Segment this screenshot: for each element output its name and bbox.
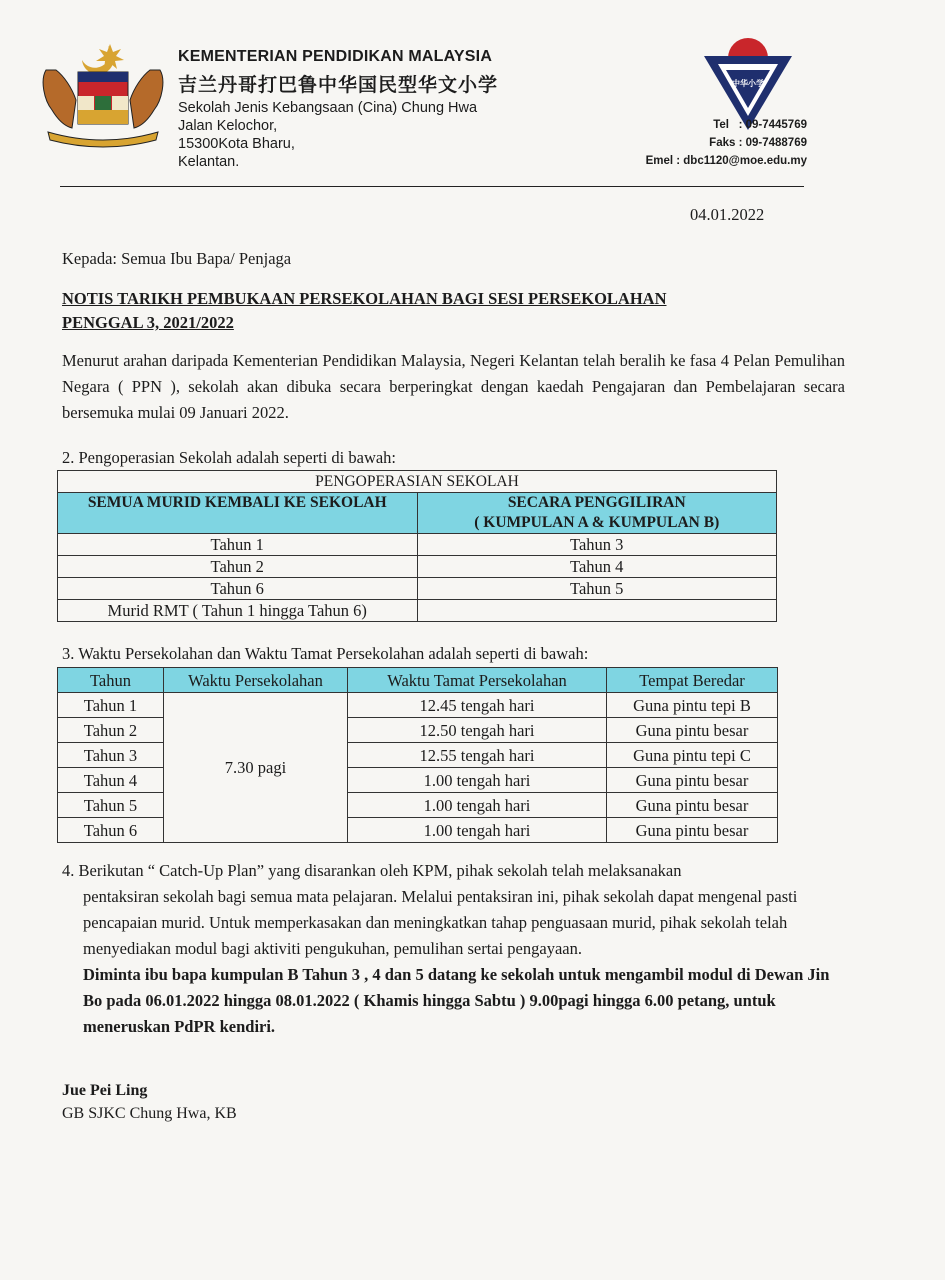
letter-date: 04.01.2022 xyxy=(690,205,765,224)
table-cell: Tahun 4 xyxy=(58,768,164,793)
table-cell: Tahun 2 xyxy=(58,556,418,578)
operation-col-rotation-line-1: SECARA PENGGILIRAN xyxy=(507,494,686,511)
table-cell: Guna pintu besar xyxy=(607,793,778,818)
operation-table-title: PENGOPERASIAN SEKOLAH xyxy=(58,471,777,493)
paragraph-2-label: 2. Pengoperasian Sekolah adalah seperti di bawah: xyxy=(62,448,397,467)
school-logo xyxy=(700,38,796,132)
paragraph-1: Menurut arahan daripada Kementerian Pendidikan Malaysia, Negeri Kelantan telah beralih ke fasa 4 Pelan Pemulihan Negara ( PPN ), sekolah akan dibuka secara berperingkat dengan kaedah Pengajaran dan Pembelajaran secara bersemuka mulai 09 Januari 2022. xyxy=(62,351,845,422)
table-row xyxy=(58,578,777,600)
address-line-3: Kelantan. xyxy=(178,154,240,170)
table-cell: Tahun 3 xyxy=(58,743,164,768)
schedule-header-exit: Tempat Beredar xyxy=(607,668,778,693)
table-cell: Tahun 1 xyxy=(58,534,418,556)
operation-col-rotation-line-2: ( KUMPULAN A & KUMPULAN B) xyxy=(474,514,720,531)
address-line-1: Jalan Kelochor, xyxy=(178,118,278,134)
contact-tel: Tel : 09-7445769 xyxy=(713,119,807,131)
table-cell: Guna pintu besar xyxy=(607,818,778,843)
schedule-header-start: Waktu Persekolahan xyxy=(164,668,348,693)
schedule-table xyxy=(57,667,778,843)
address-line-2: 15300Kota Bharu, xyxy=(178,136,295,152)
table-cell: Tahun 2 xyxy=(58,718,164,743)
table-cell: Guna pintu besar xyxy=(607,718,778,743)
table-row xyxy=(58,693,778,718)
table-cell: 12.50 tengah hari xyxy=(348,718,607,743)
table-cell: Guna pintu besar xyxy=(607,768,778,793)
table-cell: 1.00 tengah hari xyxy=(348,818,607,843)
table-cell: Tahun 3 xyxy=(417,534,777,556)
contact-email: Emel : dbc1120@moe.edu.my xyxy=(645,155,807,167)
signatory-name: Jue Pei Ling xyxy=(62,1082,148,1099)
table-cell: 1.00 tengah hari xyxy=(348,793,607,818)
operation-table xyxy=(57,470,777,622)
ministry-title: KEMENTERIAN PENDIDIKAN MALAYSIA xyxy=(178,48,493,65)
paragraph-4-line-1: 4. Berikutan “ Catch-Up Plan” yang disarankan oleh KPM, pihak sekolah telah melaksanakan xyxy=(62,861,682,880)
signatory-title: GB SJKC Chung Hwa, KB xyxy=(62,1105,237,1122)
table-cell xyxy=(417,600,777,622)
header-divider xyxy=(60,186,804,187)
table-cell: Tahun 5 xyxy=(417,578,777,600)
table-cell: Tahun 5 xyxy=(58,793,164,818)
operation-col-rotation xyxy=(417,493,777,534)
school-name: Sekolah Jenis Kebangsaan (Cina) Chung Hwa xyxy=(178,100,478,116)
table-cell: 12.55 tengah hari xyxy=(348,743,607,768)
table-cell: Tahun 6 xyxy=(58,578,418,600)
notice-title-line-1: NOTIS TARIKH PEMBUKAAN PERSEKOLAHAN BAGI SESI PERSEKOLAHAN xyxy=(62,289,667,308)
paragraph-3-label: 3. Waktu Persekolahan dan Waktu Tamat Persekolahan adalah seperti di bawah: xyxy=(62,644,589,663)
table-row xyxy=(58,600,777,622)
notice-title-line-2: PENGGAL 3, 2021/2022 xyxy=(62,313,234,332)
start-time-cell: 7.30 pagi xyxy=(164,693,348,843)
table-cell: 12.45 tengah hari xyxy=(348,693,607,718)
coat-of-arms-logo xyxy=(38,40,168,152)
schedule-header-end: Waktu Tamat Persekolahan xyxy=(348,668,607,693)
school-logo-text: 中华小学 xyxy=(732,79,764,88)
paragraph-4-request: Diminta ibu bapa kumpulan B Tahun 3 , 4 dan 5 datang ke sekolah untuk mengambil modul di Dewan Jin Bo pada 06.01.2022 hingga 08.01.2022 ( Khamis hingga Sabtu ) 9.00pagi hingga 6.00 petang, untuk meneruskan PdPR kendiri. xyxy=(83,965,830,1036)
notice-title xyxy=(62,287,782,335)
paragraph-4-body: pentaksiran sekolah bagi semua mata pelajaran. Melalui pentaksiran ini, pihak sekolah dapat mengenal pasti pencapaian murid. Untuk memperkasakan dan meningkatkan tahap penguasaan murid, pihak sekolah telah menyediakan modul bagi aktiviti pengukuhan, pemulihan sertai pengayaan. xyxy=(83,887,798,958)
school-chinese-name: 吉兰丹哥打巴鲁中华国民型华文小学 xyxy=(178,74,499,96)
paragraph-4 xyxy=(62,858,842,1040)
table-cell: Tahun 4 xyxy=(417,556,777,578)
table-cell: Guna pintu tepi B xyxy=(607,693,778,718)
operation-col-all-return: SEMUA MURID KEMBALI KE SEKOLAH xyxy=(58,493,418,534)
schedule-header-tahun: Tahun xyxy=(58,668,164,693)
recipient: Kepada: Semua Ibu Bapa/ Penjaga xyxy=(62,249,292,268)
contact-fax: Faks : 09-7488769 xyxy=(709,137,807,149)
table-cell: 1.00 tengah hari xyxy=(348,768,607,793)
table-cell: Tahun 6 xyxy=(58,818,164,843)
table-cell: Guna pintu tepi C xyxy=(607,743,778,768)
table-cell: Tahun 1 xyxy=(58,693,164,718)
table-cell: Murid RMT ( Tahun 1 hingga Tahun 6) xyxy=(58,600,418,622)
table-row xyxy=(58,534,777,556)
table-row xyxy=(58,556,777,578)
